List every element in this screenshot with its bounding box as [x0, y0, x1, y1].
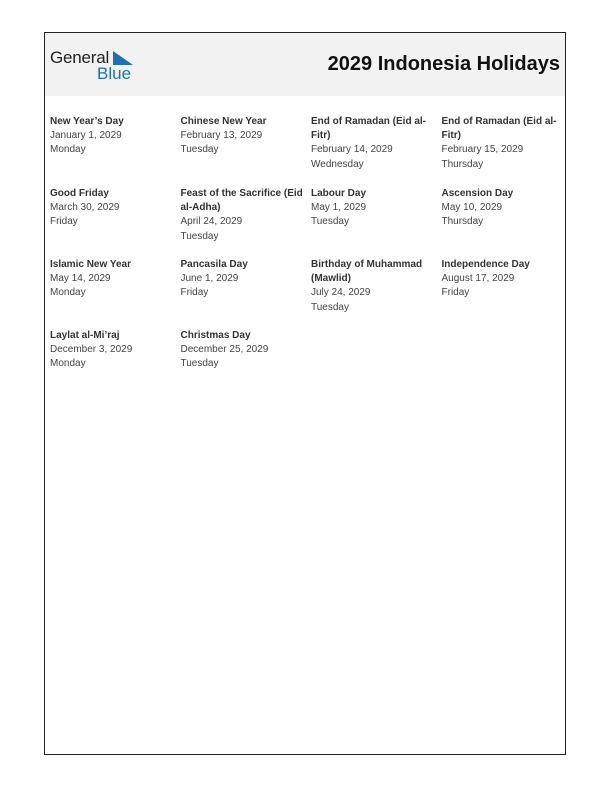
holiday-item [181, 329, 307, 372]
holiday-date: July 24, 2029 [311, 287, 371, 299]
holiday-date: February 14, 2029 [311, 144, 393, 156]
holiday-date: August 17, 2029 [441, 273, 515, 285]
holiday-item [50, 187, 176, 230]
holiday-name: Feast of the Sacrifice (Eid al-Adha) [180, 188, 303, 214]
holiday-weekday: Thursday [441, 158, 484, 170]
holiday-weekday: Tuesday [180, 144, 219, 156]
holiday-weekday: Wednesday [311, 158, 364, 170]
holiday-date: June 1, 2029 [180, 273, 239, 285]
holiday-item [311, 187, 437, 230]
holiday-weekday: Monday [50, 358, 86, 370]
holiday-date: February 15, 2029 [441, 144, 524, 156]
holiday-weekday: Friday [441, 287, 470, 299]
holiday-item [181, 115, 307, 158]
holiday-date: December 3, 2029 [50, 344, 133, 356]
holiday-name: Chinese New Year [180, 116, 267, 127]
holiday-name: Labour Day [311, 188, 367, 199]
holiday-date: May 1, 2029 [311, 202, 367, 214]
holiday-weekday: Friday [50, 216, 78, 228]
holiday-item [442, 258, 568, 301]
holiday-weekday: Tuesday [311, 216, 349, 228]
holiday-date: January 1, 2029 [50, 130, 122, 142]
holiday-name: End of Ramadan (Eid al-Fitr) [441, 116, 557, 142]
header-band [45, 33, 565, 96]
holiday-date: December 25, 2029 [180, 344, 269, 356]
holiday-item [181, 187, 307, 244]
holiday-name: Good Friday [50, 188, 109, 199]
holiday-item [50, 329, 176, 372]
logo-word-general: General [50, 48, 110, 67]
holiday-name: Ascension Day [441, 188, 514, 199]
generalblue-logo [50, 48, 140, 84]
holiday-name: End of Ramadan (Eid al-Fitr) [311, 116, 427, 142]
holiday-date: May 10, 2029 [441, 202, 503, 214]
holiday-weekday: Monday [50, 144, 86, 156]
logo-word-blue: Blue [97, 64, 132, 83]
holiday-weekday: Monday [50, 287, 86, 299]
holiday-name: New Year’s Day [50, 116, 124, 127]
page-title: 2029 Indonesia Holidays [327, 53, 560, 75]
holiday-name: Independence Day [441, 259, 530, 270]
holiday-item [442, 115, 562, 172]
holiday-name: Laylat al-Mi’raj [50, 330, 120, 341]
holiday-name: Birthday of Muhammad (Mawlid) [311, 259, 423, 285]
holiday-weekday: Thursday [441, 216, 484, 228]
holiday-weekday: Tuesday [180, 358, 219, 370]
page-frame [44, 32, 566, 755]
holiday-item [442, 187, 568, 230]
holiday-date: February 13, 2029 [180, 130, 263, 142]
holiday-item [50, 115, 176, 158]
holiday-item [311, 258, 433, 315]
holiday-date: April 24, 2029 [180, 216, 243, 228]
holiday-weekday: Friday [180, 287, 209, 299]
holiday-item [181, 258, 307, 301]
holiday-weekday: Tuesday [180, 230, 219, 242]
holiday-item [311, 115, 431, 172]
holiday-date: May 14, 2029 [50, 273, 111, 285]
holiday-name: Pancasila Day [180, 259, 248, 270]
holiday-weekday: Tuesday [311, 301, 349, 313]
logo-triangle-icon [113, 51, 133, 65]
holiday-name: Islamic New Year [50, 259, 131, 270]
holiday-name: Christmas Day [180, 330, 251, 341]
holiday-date: March 30, 2029 [50, 202, 120, 214]
holiday-item [50, 258, 176, 301]
